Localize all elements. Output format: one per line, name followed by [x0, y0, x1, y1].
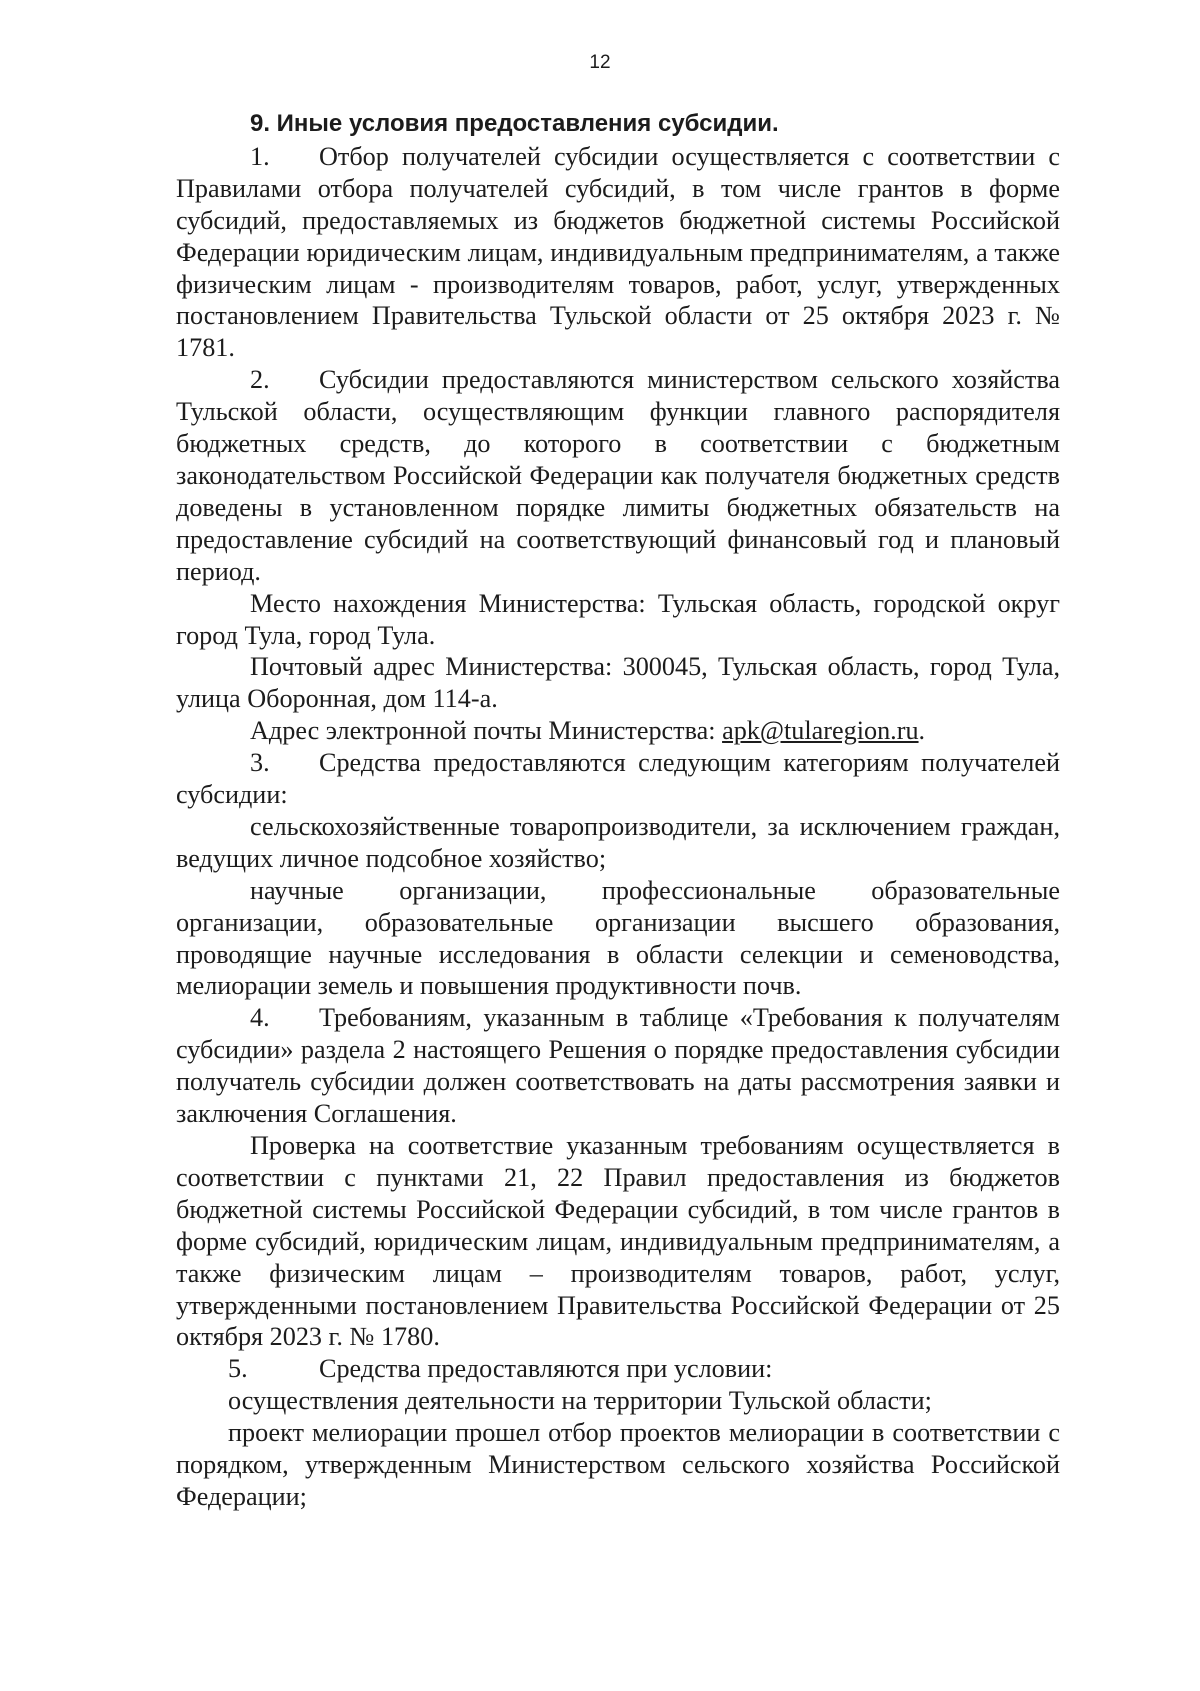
paragraph-4 — [176, 1002, 1060, 1130]
item-number-2: 2. — [250, 365, 270, 395]
document-body — [176, 108, 1060, 1513]
item-number-1: 1. — [250, 141, 270, 171]
section-title: 9. Иные условия предоставления субсидии. — [250, 110, 779, 137]
condition-2: проект мелиорации прошел отбор проектов мелиорации в соответствии с порядком, утвержденным Министерством сельского хозяйства Российской Федерации; — [176, 1418, 1060, 1511]
paragraph-3 — [176, 747, 1060, 811]
ministry-location: Место нахождения Министерства: Тульская область, городской округ город Тула, город Тула. — [176, 588, 1060, 650]
email-link[interactable]: apk@tularegion.ru — [722, 716, 919, 746]
requirements-check: Проверка на соответствие указанным требованиям осуществляется в соответствии с пунктами 21, 22 Правил предоставления из бюджетов бюджетной системы Российской Федерации субсидий, в том числе грантов в форме субсидий, юридическим лицам, индивидуальным предпринимателям, а также физическим лицам – производителям товаров, работ, услуг, утвержденными постановлением Правительства Российской Федерации от 25 октября 2023 г. № 1780. — [176, 1131, 1060, 1352]
paragraph-5 — [176, 1353, 1060, 1385]
paragraph-5-text: Средства предоставляются при условии: — [319, 1354, 773, 1384]
page-number: 12 — [589, 52, 611, 73]
item-number-3: 3. — [250, 748, 270, 778]
paragraph-2-text: Субсидии предоставляются министерством сельского хозяйства Тульской области, осуществляющим функции главного распорядителя бюджетных средств, до которого в соответствии с бюджетным законодательством Российской Федерации как получателя бюджетных средств доведены в установленном порядке лимиты бюджетных обязательств на предоставление субсидий на соответствующий финансовый год и плановый период. — [176, 365, 1060, 586]
paragraph-3-text: Средства предоставляются следующим категориям получателей субсидии: — [176, 748, 1060, 810]
paragraph-1 — [176, 141, 1060, 364]
paragraph-1-text: Отбор получателей субсидии осуществляется с соответствии с Правилами отбора получателей субсидий, в том числе грантов в форме субсидий, предоставляемых из бюджетов бюджетной системы Российской Федерации юридическим лицам, индивидуальным предпринимателям, а также физическим лицам - производителям товаров, работ, услуг, утвержденных постановлением Правительства Тульской области от 25 октября 2023 г. № 1781. — [176, 141, 1060, 363]
paragraph-2 — [176, 364, 1060, 587]
email-label: Адрес электронной почты Министерства: — [250, 716, 723, 746]
recipient-category-1: сельскохозяйственные товаропроизводители, за исключением граждан, ведущих личное подсобное хозяйство; — [176, 811, 1060, 873]
ministry-email-line — [176, 715, 1060, 747]
condition-1: осуществления деятельности на территории Тульской области; — [228, 1386, 932, 1416]
email-suffix: . — [918, 716, 926, 746]
item-number-4: 4. — [250, 1003, 270, 1033]
ministry-postal-address: Почтовый адрес Министерства: 300045, Тульская область, город Тула, улица Оборонная, дом 114-а. — [176, 652, 1060, 714]
paragraph-4-text: Требованиям, указанным в таблице «Требования к получателям субсидии» раздела 2 настоящего Решения о порядке предоставления субсидии получатель субсидии должен соответствовать на даты рассмотрения заявки и заключения Соглашения. — [176, 1003, 1060, 1129]
item-number-5: 5. — [228, 1354, 248, 1384]
recipient-category-2: научные организации, профессиональные образовательные организации, образовательные организации высшего образования, проводящие научные исследования в области селекции и семеноводства, мелиорации земель и повышения продуктивности почв. — [176, 875, 1060, 1001]
